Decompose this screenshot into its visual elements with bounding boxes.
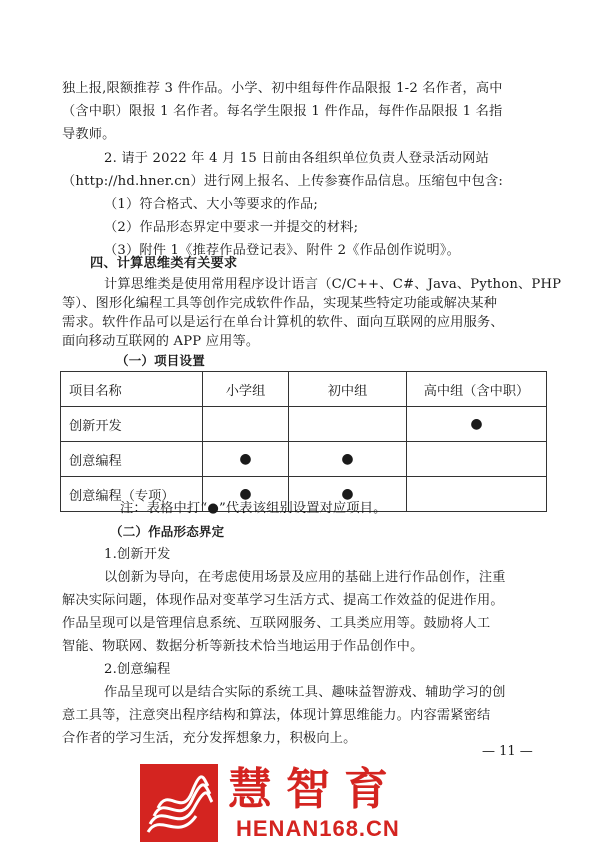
table-cell: ● — [407, 407, 547, 442]
paragraph-line: 意工具等，注意突出程序结构和算法，体现计算思维能力。内容需紧密结 — [62, 708, 491, 723]
watermark-brand: 慧智育 — [228, 764, 402, 815]
paragraph-line: 导教师。 — [62, 127, 116, 142]
table-cell: 创意编程（专项） — [61, 477, 203, 512]
list-item: （1）符合格式、大小等要求的作品; — [104, 197, 319, 212]
paragraph-line: 2. 请于 2022 年 4 月 15 日前由各组织单位负责人登录活动网站 — [104, 151, 489, 166]
subsection-heading: （一）项目设置 — [116, 353, 205, 368]
item-heading: 1.创新开发 — [104, 547, 171, 562]
table-header-cell: 项目名称 — [61, 372, 203, 407]
paragraph-line: 以创新为导向，在考虑使用场景及应用的基础上进行作品创作，注重 — [104, 570, 506, 585]
logo-mark-icon — [140, 764, 218, 842]
watermark-logo — [140, 764, 460, 844]
list-item: （2）作品形态界定中要求一并提交的材料; — [104, 220, 359, 235]
paragraph-line: 计算思维类是使用常用程序设计语言（C/C++、C#、Java、Python、PHP — [104, 277, 562, 292]
table-cell — [407, 442, 547, 477]
table-note: 注：表格中打“●”代表该组别设置对应项目。 — [120, 501, 387, 516]
table-header-cell: 初中组 — [289, 372, 407, 407]
paragraph-line: 等）、图形化编程工具等创作完成软件作品，实现某些特定功能或解决某种 — [62, 296, 498, 311]
paragraph-line: 需求。软件作品可以是运行在单台计算机的软件、面向互联网的应用服务、 — [62, 315, 504, 330]
list-item: （3）附件 1《推荐作品登记表》、附件 2《作品创作说明》。 — [104, 243, 461, 258]
item-heading: 2.创意编程 — [104, 662, 171, 677]
table-cell — [289, 407, 407, 442]
project-settings-table — [60, 371, 547, 512]
paragraph-line: 作品呈现可以是结合实际的系统工具、趣味益智游戏、辅助学习的创 — [104, 685, 506, 700]
paragraph-line: 作品呈现可以是管理信息系统、互联网服务、工具类应用等。鼓励将人工 — [62, 616, 491, 631]
table-cell: 创新开发 — [61, 407, 203, 442]
subsection-heading: （二）作品形态界定 — [110, 524, 225, 539]
section-heading: 四、计算思维类有关要求 — [90, 256, 238, 271]
table-header-row — [61, 372, 547, 407]
paragraph-line: 面向移动互联网的 APP 应用等。 — [62, 334, 260, 349]
paragraph-line: （含中职）限报 1 名作者。每名学生限报 1 件作品，每件作品限报 1 名指 — [62, 104, 503, 119]
table-cell: 创意编程 — [61, 442, 203, 477]
paragraph-line: （http://hd.hner.cn）进行网上报名、上传参赛作品信息。压缩包中包含: — [62, 174, 504, 189]
table-cell: ● — [203, 442, 289, 477]
paragraph-line: 合作者的学习生活，充分发挥想象力，积极向上。 — [62, 731, 357, 746]
page-number: — 11 — — [482, 744, 533, 759]
table-cell: ● — [289, 477, 407, 512]
table-row — [61, 442, 547, 477]
table-cell: ● — [203, 477, 289, 512]
table-cell: ● — [289, 442, 407, 477]
table-header-cell: 高中组（含中职） — [407, 372, 547, 407]
paragraph-line: 独上报,限额推荐 3 件作品。小学、初中组每件作品限报 1-2 名作者，高中 — [62, 81, 503, 96]
table-row — [61, 407, 547, 442]
paragraph-line: 解决实际问题，体现作品对变革学习生活方式、提高工作效益的促进作用。 — [62, 593, 504, 608]
table-cell — [203, 407, 289, 442]
paragraph-line: 智能、物联网、数据分析等新技术恰当地运用于作品创作中。 — [62, 639, 424, 654]
table-header-cell: 小学组 — [203, 372, 289, 407]
watermark-url: HENAN168.CN — [236, 816, 400, 841]
